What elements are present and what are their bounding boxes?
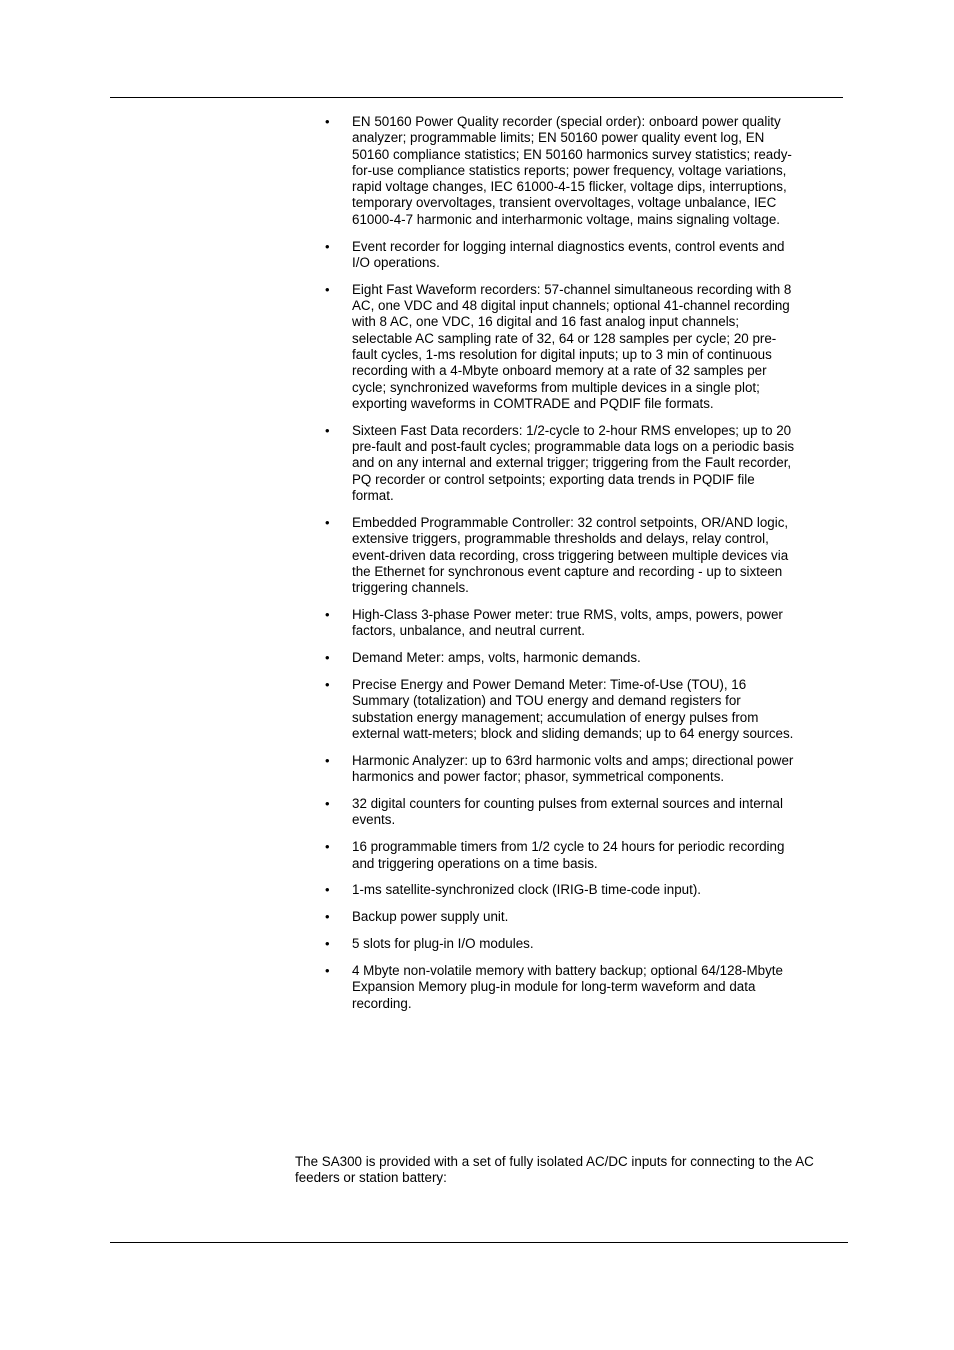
feature-text: Embedded Programmable Controller: 32 control setpoints, OR/AND logic, extensive triggers, programmable thresholds and delays, relay control, event-driven data recording, cross triggering between multiple devices via the Ethernet for synchronous event capture and recording - up to sixteen triggering channels. — [352, 514, 789, 596]
bullet-icon: • — [325, 514, 330, 530]
feature-text: 32 digital counters for counting pulses from external sources and internal events. — [352, 796, 783, 828]
intro-paragraph: The SA300 is provided with a set of fully isolated AC/DC inputs for connecting to the AC feeders or station battery: — [295, 1154, 814, 1186]
feature-text: High-Class 3-phase Power meter: true RMS, volts, amps, powers, power factors, unbalance, and neutral current. — [352, 606, 783, 639]
feature-text: 5 slots for plug-in I/O modules. — [352, 936, 534, 952]
list-item — [323, 282, 798, 412]
list-item — [323, 239, 798, 272]
bullet-icon: • — [325, 677, 330, 693]
bullet-icon: • — [325, 839, 330, 855]
feature-text: Sixteen Fast Data recorders: 1/2-cycle to 2-hour RMS envelopes; up to 20 pre-fault and post-fault cycles; programmable data logs on a periodic basis and on any internal and external trigger; triggering from the Fault recorder, PQ recorder or control setpoints; exporting data trends in PQDIF file format. — [352, 422, 795, 504]
feature-text: EN 50160 Power Quality recorder (special order): onboard power quality analyzer; programmable limits; EN 50160 power quality event log, EN 50160 compliance statistics; EN 50160 harmonics survey statistics; ready-for-use compliance statistics reports; power frequency, voltage variations, rapid voltage changes, IEC 61000-4-15 flicker, voltage dips, interruptions, temporary overvoltages, transient overvoltages, voltage unbalance, IEC 61000-4-7 harmonic and interharmonic voltage, mains signaling voltage. — [352, 114, 792, 227]
feature-text: Event recorder for logging internal diagnostics events, control events and I/O operations. — [352, 238, 785, 270]
bullet-icon: • — [325, 238, 330, 254]
bullet-icon: • — [325, 422, 330, 438]
bullet-icon: • — [325, 936, 330, 952]
bullet-icon: • — [325, 606, 330, 622]
list-item — [323, 796, 798, 829]
list-item — [323, 909, 798, 925]
header-rule — [110, 97, 843, 98]
list-item — [323, 839, 798, 872]
list-item — [323, 515, 798, 596]
bullet-icon: • — [325, 909, 330, 925]
feature-text: Eight Fast Waveform recorders: 57-channel simultaneous recording with 8 AC, one VDC and 48 digital input channels; optional 41-channel recording with 8 AC, one VDC, 16 digital and 16 fast analog input channels; selectable AC sampling rate of 32, 64 or 128 samples per cycle; 20 pre-fault cycles, 1-ms resolution for digital inputs; up to 3 min of continuous recording with a 4-Mbyte onboard memory at a rate of 32 samples per cycle; synchronized waveforms from multiple devices in a single plot; exporting waveforms in COMTRADE and PQDIF file formats. — [352, 281, 792, 411]
list-item — [323, 753, 798, 786]
bullet-icon: • — [325, 752, 330, 768]
footer-rule — [110, 1242, 848, 1243]
list-item — [323, 607, 798, 640]
feature-text: 16 programmable timers from 1/2 cycle to 24 hours for periodic recording and triggering operations on a time basis. — [352, 839, 785, 871]
bullet-icon: • — [325, 281, 330, 297]
feature-text: 4 Mbyte non-volatile memory with battery backup; optional 64/128-Mbyte Expansion Memory plug-in module for long-term waveform and data recording. — [352, 963, 783, 1011]
feature-text: Backup power supply unit. — [352, 909, 509, 925]
feature-text: Harmonic Analyzer: up to 63rd harmonic volts and amps; directional power harmonics and power factor; phasor, symmetrical components. — [352, 752, 794, 785]
list-item — [323, 936, 798, 952]
feature-text: Demand Meter: amps, volts, harmonic demands. — [352, 650, 641, 666]
list-item — [323, 963, 798, 1012]
bullet-icon: • — [325, 796, 330, 812]
list-item — [323, 114, 798, 228]
feature-list — [323, 114, 798, 1023]
bullet-icon: • — [325, 882, 330, 898]
feature-text: 1-ms satellite-synchronized clock (IRIG-B time-code input). — [352, 882, 702, 898]
list-item — [323, 650, 798, 666]
feature-text: Precise Energy and Power Demand Meter: Time-of-Use (TOU), 16 Summary (totalization) and TOU energy and demand registers for substation energy management; accumulation of energy pulses from external watt-meters; block and sliding demands; up to 64 energy sources. — [352, 677, 794, 741]
bullet-icon: • — [325, 650, 330, 666]
list-item — [323, 882, 798, 898]
bullet-icon: • — [325, 114, 330, 129]
bullet-icon: • — [325, 963, 330, 979]
list-item — [323, 677, 798, 742]
list-item — [323, 423, 798, 504]
